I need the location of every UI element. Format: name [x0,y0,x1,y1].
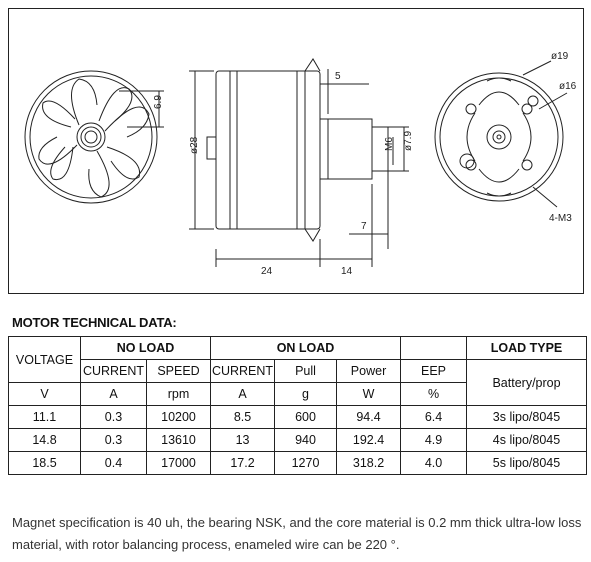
note-line-2: material, with rotor balancing process, enameled wire can be 220 °. [12,537,400,552]
cell-pull: 600 [275,406,337,429]
cell-current: 13 [211,429,275,452]
cell-load: 4s lipo/8045 [467,429,587,452]
unit-g: g [275,383,337,406]
dim-d16: ø16 [559,81,577,92]
cell-power: 318.2 [337,452,401,475]
dim-m6: M6 [384,137,395,151]
header-no-load: NO LOAD [81,337,211,360]
table-subheader-row [9,360,587,383]
spec-note [12,512,582,556]
cell-voltage: 11.1 [9,406,81,429]
cell-pull: 940 [275,429,337,452]
dim-d7-9: ø7.9 [403,130,414,151]
subheader-pull: Pull [275,360,337,383]
side-view [189,59,409,267]
table-row [9,452,587,475]
table-header-row [9,337,587,360]
section-title: MOTOR TECHNICAL DATA: [12,315,177,330]
dim-d19: ø19 [551,51,569,62]
subheader-current-1: CURRENT [81,360,147,383]
table-row [9,429,587,452]
dim-14: 14 [341,266,353,277]
motor-dimension-drawing [8,8,584,294]
cell-current: 8.5 [211,406,275,429]
cell-nl-current: 0.4 [81,452,147,475]
unit-a-2: A [211,383,275,406]
header-load-type: LOAD TYPE [467,337,587,360]
dim-4-m3: 4-M3 [549,213,572,224]
note-line-1: Magnet specification is 40 uh, the bearing NSK, and the core material is 0.2 mm thick ultra-low loss [12,515,582,530]
cell-power: 192.4 [337,429,401,452]
cell-speed: 17000 [147,452,211,475]
unit-a-1: A [81,383,147,406]
front-view [25,71,164,203]
dim-6-9: 6.9 [153,95,164,109]
rear-view [435,61,567,207]
subheader-speed: SPEED [147,360,211,383]
unit-pct: % [401,383,467,406]
header-on-load: ON LOAD [211,337,401,360]
cell-voltage: 18.5 [9,452,81,475]
subheader-power: Power [337,360,401,383]
unit-w: W [337,383,401,406]
table-row [9,406,587,429]
dim-5: 5 [335,71,341,82]
header-empty [401,337,467,360]
cell-speed: 13610 [147,429,211,452]
subheader-current-2: CURRENT [211,360,275,383]
subheader-eep: EEP [401,360,467,383]
cell-eep: 6.4 [401,406,467,429]
cell-load: 3s lipo/8045 [467,406,587,429]
cell-nl-current: 0.3 [81,429,147,452]
cell-eep: 4.9 [401,429,467,452]
cell-speed: 10200 [147,406,211,429]
unit-v: V [9,383,81,406]
cell-nl-current: 0.3 [81,406,147,429]
dim-d28: ø28 [189,136,200,154]
subheader-battery: Battery/prop [467,360,587,406]
cell-pull: 1270 [275,452,337,475]
cell-eep: 4.0 [401,452,467,475]
dim-24: 24 [261,266,273,277]
drawing-svg [9,9,585,295]
dim-7: 7 [361,221,367,232]
unit-rpm: rpm [147,383,211,406]
cell-current: 17.2 [211,452,275,475]
cell-voltage: 14.8 [9,429,81,452]
header-voltage: VOLTAGE [9,337,81,383]
motor-spec-table [8,336,587,475]
cell-power: 94.4 [337,406,401,429]
cell-load: 5s lipo/8045 [467,452,587,475]
